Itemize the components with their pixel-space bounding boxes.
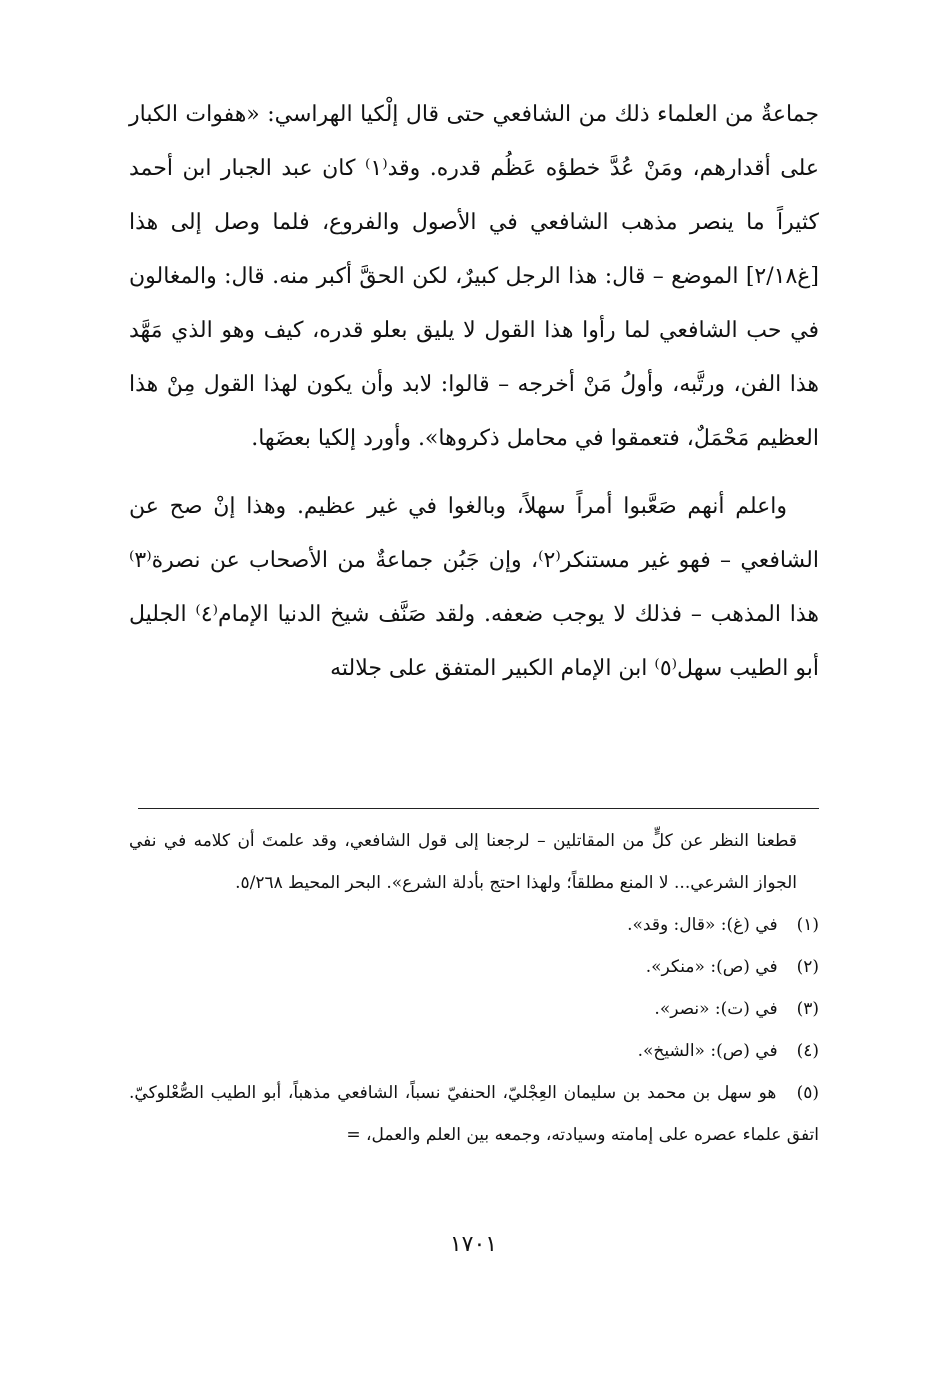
page-number: ١٧٠١ [449,1232,498,1257]
footnote-5 [129,1072,819,1156]
main-paragraph-1: جماعةٌ من العلماء ذلك من الشافعي حتى قال إلْكيا الهراسي: «هفوات الكبار على أقدارهم، ومَنْ عُدَّ خطؤه عَظُم قدره. وقد⁽١⁾ كان عبد الجبار ابن أحمد كثيراً ما ينصر مذهب الشافعي في الأصول والفروع، فلما وصل إلى هذا [غ٢/١٨] الموضع – قال: هذا الرجل كبيرٌ، لكن الحقَّ أكبر منه. قال: والمغالون في حب الشافعي لما رأوا هذا القول لا يليق بعلو قدره، كيف وهو الذي مَهَّد هذا الفن، ورتَّبه، وأولُ مَنْ أخرجه – قالوا: لابد وأن يكون لهذا القول مِنْ هذا العظيم مَحْمَلٌ، فتعمقوا في محامل ذكروها». وأورد إلكيا بعضَها. [129,102,819,451]
footnote-number: (٥) [796,1083,820,1103]
footnote-number: (٣) [796,999,819,1019]
footnote-text: في (ص): «الشيخ». [637,1041,778,1061]
footnote-continuation: قطعنا النظر عن كلٍّ من المقاتلين – لرجعنا إلى قول الشافعي، وقد علمتَ أن كلامه في نفي الجواز الشرعي... لا المنع مطلقاً؛ ولهذا احتج بأدلة الشرع». البحر المحيط ٥/٢٦٨. [129,831,797,893]
footnotes-section [129,820,819,1156]
footnote-text: في (ص): «منكر». [645,957,778,977]
footnote-number: (٤) [796,1041,819,1061]
main-paragraph-2: واعلم أنهم صَعَّبوا أمراً سهلاً، وبالغوا في غير عظيم. وهذا إنْ صح عن الشافعي – فهو غير مستنكر⁽٢⁾، وإن جَبُن جماعةٌ من الأصحاب عن نصرة⁽٣⁾ هذا المذهب – فذلك لا يوجب ضعفه. ولقد صَنَّف شيخ الدنيا الإمام⁽٤⁾ الجليل أبو الطيب سهل⁽٥⁾ ابن الإمام الكبير المتفق على جلالته [129,494,819,681]
main-text-body [129,88,819,696]
footnote-2 [129,946,819,988]
footnote-number: (٢) [796,957,819,977]
footnote-divider [138,808,819,809]
footnote-4 [129,1030,819,1072]
footnote-text: في (غ): «قال: وقد». [627,915,778,935]
footnote-text: هو سهل بن محمد بن سليمان العِجْليّ، الحنفيّ نسباً، الشافعي مذهباً، أبو الطيب الصُّعْلوكيّ. اتفق علماء عصره على إمامته وسيادته، وجمعه بين العلم والعمل، = [129,1083,819,1145]
footnote-1 [129,904,819,946]
footnote-text: في (ت): «نصر». [654,999,778,1019]
footnote-number: (١) [796,915,819,935]
footnote-3 [129,988,819,1030]
